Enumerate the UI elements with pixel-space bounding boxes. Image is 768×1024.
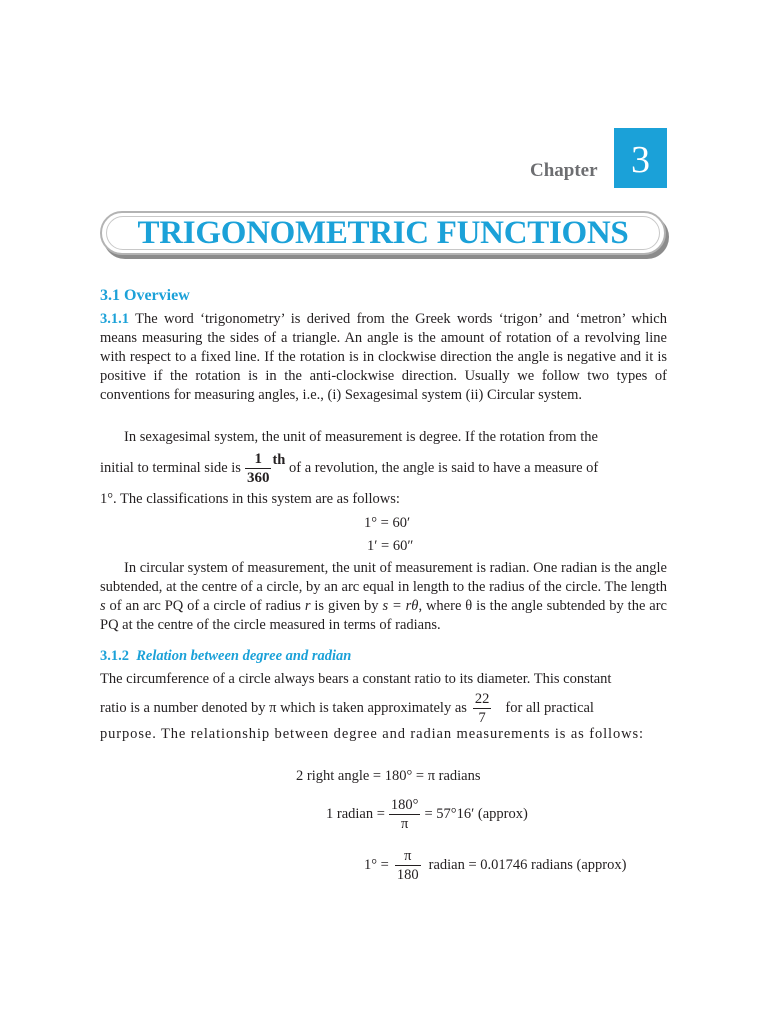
fraction-numerator: 1 <box>245 450 272 469</box>
chapter-title-banner <box>100 211 666 255</box>
equation-one-radian <box>326 796 528 833</box>
fraction-pi-180 <box>395 847 421 884</box>
text-pre: ratio is a number denoted by π which is taken approximately as <box>100 699 467 716</box>
text-segment: , where θ is the angle subtended by the arc PQ at the centre of the circle measured in terms of radians. <box>100 598 667 633</box>
equation-lhs: 1 radian = <box>326 805 385 822</box>
equation-degree-minutes: 1° = 60′ <box>364 515 411 531</box>
paragraph-circular-system <box>100 559 667 635</box>
chapter-number-badge: 3 <box>614 128 667 188</box>
fraction-denominator: π <box>401 816 409 832</box>
text-pre: initial to terminal side is <box>100 459 241 476</box>
paragraph-sexagesimal-line3: 1°. The classifications in this system are as follows: <box>100 491 400 507</box>
text-segment: of an arc PQ of a circle of radius <box>105 598 305 614</box>
formula-arc-length: s = rθ <box>382 598 419 614</box>
paragraph-sexagesimal-line1: In sexagesimal system, the unit of measurement is degree. If the rotation from the <box>124 429 598 445</box>
symbol-s: s <box>100 598 106 614</box>
equation-lhs: 1° = <box>364 856 389 873</box>
paragraph-relation-line2 <box>100 690 667 727</box>
fraction-denominator: 360 <box>246 470 270 486</box>
symbol-r: r <box>304 598 311 614</box>
paragraph-relation-line3: purpose. The relationship between degree and radian measurements is as follows: <box>100 726 644 742</box>
fraction-one-360th <box>245 450 272 487</box>
equation-rhs: radian = 0.01746 radians (approx) <box>428 856 627 873</box>
subsection-number: 3.1.2 <box>100 648 129 664</box>
paragraph-number: 3.1.1 <box>100 311 129 327</box>
text-post: for all practical <box>505 699 594 716</box>
paragraph-sexagesimal-line2 <box>100 450 598 487</box>
text-post: of a revolution, the angle is said to have a measure of <box>288 459 599 476</box>
chapter-label: Chapter <box>530 160 598 181</box>
equation-right-angle: 2 right angle = 180° = π radians <box>296 768 481 784</box>
fraction-numerator: 180° <box>390 797 419 813</box>
fraction-numerator: π <box>395 847 421 866</box>
equation-one-degree <box>364 847 626 884</box>
fraction-denominator: 180 <box>396 867 419 883</box>
text-segment: is given by <box>310 598 383 614</box>
paragraph-3-1-1 <box>100 310 667 405</box>
equation-minute-seconds: 1′ = 60″ <box>367 538 414 554</box>
text-segment: In circular system of measurement, the unit of measurement is radian. One radian is the angle subtended, at the centre of a circle, by an arc equal in length to the radius of the circle. The length <box>100 560 667 595</box>
fraction-180-pi <box>389 796 421 833</box>
fraction-22-7 <box>473 690 492 727</box>
fraction-numerator: 22 <box>474 691 490 707</box>
paragraph-relation-line1: The circumference of a circle always bears a constant ratio to its diameter. This constant <box>100 671 612 687</box>
equation-rhs: = 57°16′ (approx) <box>424 805 528 822</box>
subsection-title: Relation between degree and radian <box>136 648 352 664</box>
fraction-denominator: 7 <box>478 710 486 726</box>
paragraph-text: The word ‘trigonometry’ is derived from the Greek words ‘trigon’ and ‘metron’ which means measuring the sides of a triangle. An angle is the amount of rotation of a revolving line with respect to a fixed line. If the rotation is in clockwise direction the angle is negative and it is positive if the rotation is in the anti-clockwise direction. Usually we follow two types of conventions for measuring angles, i.e., (i) Sexagesimal system (ii) Circular system. <box>100 311 667 403</box>
chapter-title: TRIGONOMETRIC FUNCTIONS <box>137 215 629 251</box>
section-heading: 3.1 Overview <box>100 287 190 304</box>
superscript-th: th <box>272 451 286 468</box>
subsection-heading <box>100 647 351 666</box>
